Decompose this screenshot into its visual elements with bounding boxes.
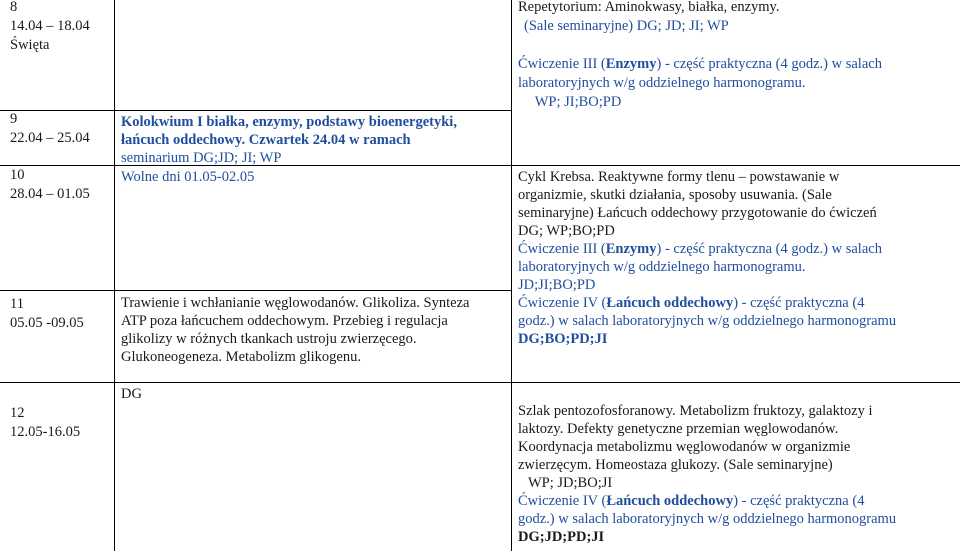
week-8-cell <box>10 0 90 55</box>
krebs-line2: organizmie, skutki działania, sposoby usuwania. (Sale <box>518 187 832 203</box>
groups-text: DG;JD;PD;JI <box>518 529 605 545</box>
krebs-line1: Cykl Krebsa. Reaktywne formy tlenu – powstawanie w <box>518 169 840 185</box>
week-12-right <box>518 402 896 546</box>
week-dates: 05.05 -09.05 <box>10 315 84 331</box>
week-dates: 12.05-16.05 <box>10 424 81 440</box>
week-note: Święta <box>10 37 50 53</box>
week-number: 10 <box>10 167 25 183</box>
week-dates: 28.04 – 01.05 <box>10 186 90 202</box>
week-9-cell <box>10 110 90 148</box>
week-number: 9 <box>10 111 18 127</box>
exercise-suffix: ) - część praktyczna (4 godz.) w salach <box>656 56 882 72</box>
week-dates: 14.04 – 18.04 <box>10 18 90 34</box>
colloquium-line2: łańcuch oddechowy. Czwartek 24.04 w ramach <box>121 132 411 148</box>
week-12-middle <box>121 385 142 404</box>
row-divider-10-11 <box>0 290 511 291</box>
digestion-line3: glikolizy w różnych tkankach ustroju zwierzęcego. <box>121 331 417 347</box>
digestion-line2: ATP poza łańcuchem oddechowym. Przebieg i regulacja <box>121 313 448 329</box>
lab-schedule-text: godz.) w salach laboratoryjnych w/g oddzielnego harmonogramu <box>518 511 897 527</box>
week-10-cell <box>10 166 90 204</box>
groups-text: WP; JI;BO;PD <box>534 94 622 110</box>
week-dates: 22.04 – 25.04 <box>10 130 90 146</box>
week-10-middle <box>121 168 254 187</box>
exercise-iv-line: Ćwiczenie IV (Łańcuch oddechowy) - część praktyczna (4 <box>518 493 865 509</box>
rooms-text: (Sale seminaryjne) DG; JD; JI; WP <box>524 18 729 34</box>
exercise-iv-line: Ćwiczenie IV (Łańcuch oddechowy) - część praktyczna (4 <box>518 295 865 311</box>
week-12-cell <box>10 404 80 442</box>
krebs-groups: DG; WP;BO;PD <box>518 223 615 239</box>
groups-text: JD;JI;BO;PD <box>518 277 596 293</box>
week-11-cell <box>10 295 84 333</box>
week-11-middle <box>121 294 469 366</box>
week-number: 12 <box>10 405 25 421</box>
digestion-line4: Glukoneogeneza. Metabolizm glikogenu. <box>121 349 361 365</box>
week-8-right <box>518 0 882 112</box>
pentose-groups: WP; JD;BO;JI <box>528 475 613 491</box>
lab-schedule-text: laboratoryjnych w/g oddzielnego harmonogramu. <box>518 259 806 275</box>
column-divider-2 <box>511 0 512 551</box>
pentose-line3: Koordynacja metabolizmu węglowodanów w organizmie <box>518 439 851 455</box>
repetytorium-text: Repetytorium: Aminokwasy, białka, enzymy. <box>518 0 780 15</box>
exercise-prefix: Ćwiczenie III ( <box>518 56 606 72</box>
week-10-right <box>518 168 882 294</box>
exercise-iii-line: Ćwiczenie III (Enzymy) - część praktyczna (4 godz.) w salach <box>518 241 882 257</box>
week-9-middle <box>121 113 457 167</box>
week-number: 8 <box>10 0 18 15</box>
exercise-topic: Enzymy <box>605 56 657 72</box>
pentose-line4: zwierzęcym. Homeostaza glukozy. (Sale seminaryjne) <box>518 457 833 473</box>
lab-schedule-text: laboratoryjnych w/g oddzielnego harmonogramu. <box>518 75 806 91</box>
week-11-right <box>518 294 896 348</box>
row-divider-11-12 <box>0 382 960 383</box>
krebs-line3: seminaryjne) Łańcuch oddechowy przygotowanie do ćwiczeń <box>518 205 877 221</box>
lab-schedule-text: godz.) w salach laboratoryjnych w/g oddzielnego harmonogramu <box>518 313 897 329</box>
colloquium-title: Kolokwium I białka, enzymy, podstawy bioenergetyki, <box>121 114 457 130</box>
pentose-line1: Szlak pentozofosforanowy. Metabolizm fruktozy, galaktozy i <box>518 403 873 419</box>
lecturer-text: DG <box>121 386 142 402</box>
digestion-line1: Trawienie i wchłanianie węglowodanów. Glikoliza. Synteza <box>121 295 470 311</box>
week-number: 11 <box>10 296 24 312</box>
colloquium-line3: seminarium DG;JD; JI; WP <box>121 150 282 166</box>
holiday-text: Wolne dni 01.05-02.05 <box>121 169 255 185</box>
exercise-iii-line <box>518 55 882 74</box>
groups-text: DG;BO;PD;JI <box>518 331 608 347</box>
pentose-line2: laktozy. Defekty genetyczne przemian węglowodanów. <box>518 421 839 437</box>
column-divider-1 <box>114 0 115 551</box>
